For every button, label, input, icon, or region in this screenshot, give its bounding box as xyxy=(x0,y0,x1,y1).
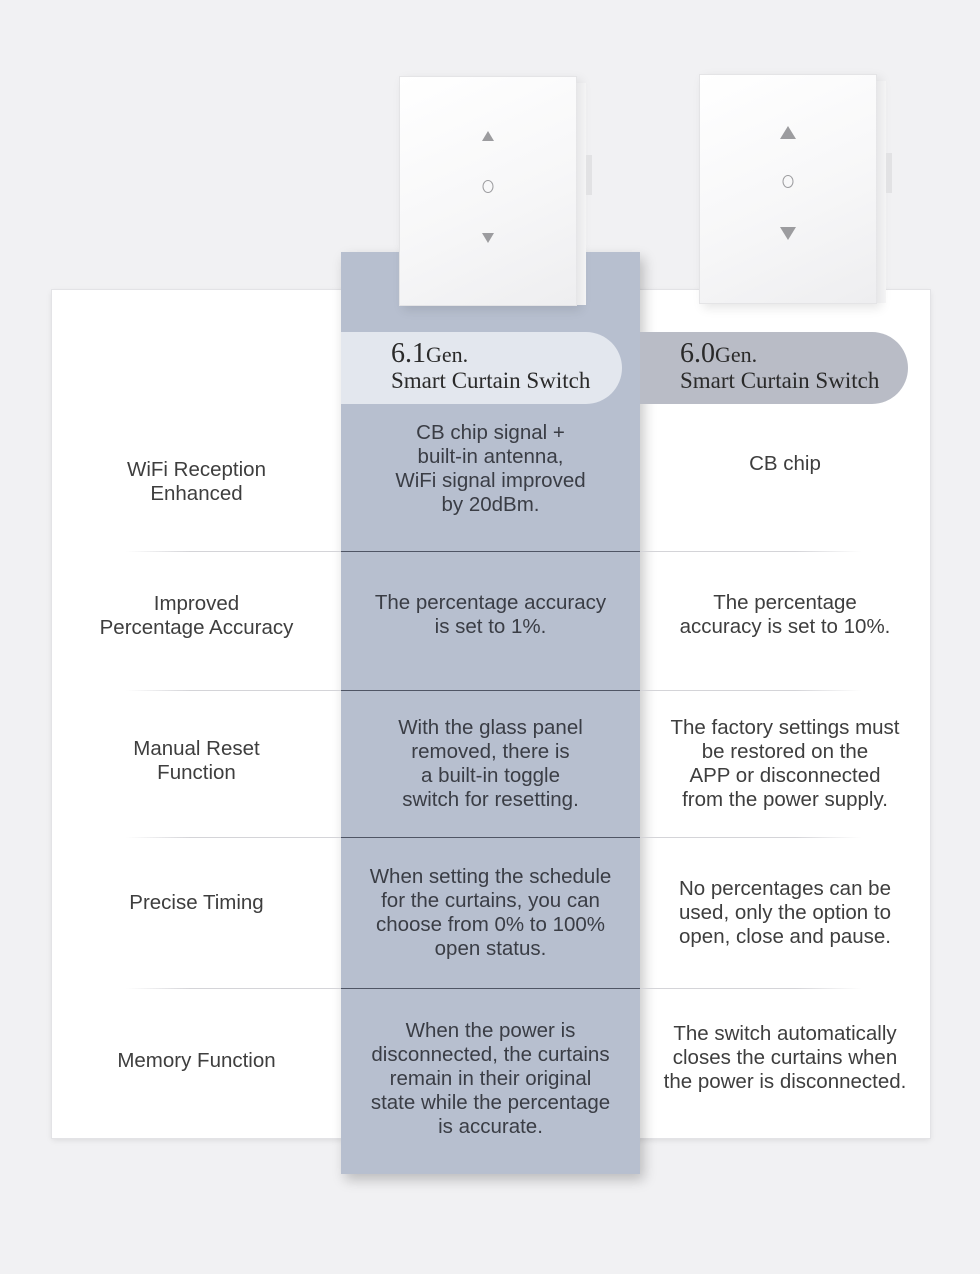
gen-6-1-value: When the power is disconnected, the curtains remain in their original state while the percentage is accurate. xyxy=(370,1019,611,1138)
gen-6-1-value: CB chip signal + built-in antenna, WiFi signal improved by 20dBm. xyxy=(395,421,586,516)
feature-label: Memory Function xyxy=(117,1049,276,1072)
row-manual-reset xyxy=(52,691,930,837)
gen-6-0-value: The percentage accuracy is set to 10%. xyxy=(679,591,891,638)
product-name: Smart Curtain Switch xyxy=(391,368,591,393)
gen-6-1-value: The percentage accuracy is set to 1%. xyxy=(374,591,607,638)
gen-suffix: Gen. xyxy=(715,342,758,367)
feature-label: Manual Reset Function xyxy=(133,737,260,784)
feature-label: Precise Timing xyxy=(129,891,264,914)
gen-number: 6.1 xyxy=(391,338,426,369)
product-name: Smart Curtain Switch xyxy=(680,368,880,393)
gen-suffix: Gen. xyxy=(426,342,469,367)
row-wifi-reception xyxy=(52,412,930,551)
down-arrow-icon xyxy=(780,227,796,240)
down-arrow-icon xyxy=(482,233,494,243)
row-precise-timing xyxy=(52,838,930,988)
gen-6-1-header xyxy=(341,332,622,404)
ring-icon xyxy=(783,175,794,188)
feature-label: WiFi Reception Enhanced xyxy=(127,457,266,505)
switch-6-0-image xyxy=(699,74,877,304)
up-arrow-icon xyxy=(482,131,494,141)
gen-6-0-value: CB chip xyxy=(749,451,821,475)
feature-label: Improved Percentage Accuracy xyxy=(99,592,294,639)
gen-6-0-value: No percentages can be used, only the option to open, close and pause. xyxy=(679,877,891,948)
gen-6-0-header xyxy=(640,332,908,404)
ring-icon xyxy=(483,180,494,193)
gen-6-1-value: With the glass panel removed, there is a built-in toggle switch for resetting. xyxy=(398,716,583,811)
gen-6-0-value: The switch automatically closes the curtains when the power is disconnected. xyxy=(663,1022,907,1093)
row-percentage-accuracy xyxy=(52,552,930,690)
switch-6-1-image xyxy=(399,76,577,306)
gen-6-0-value: The factory settings must be restored on the APP or disconnected from the power supply. xyxy=(670,716,900,811)
up-arrow-icon xyxy=(780,126,796,139)
gen-6-1-value: When setting the schedule for the curtains, you can choose from 0% to 100% open status. xyxy=(369,865,612,960)
gen-number: 6.0 xyxy=(680,338,715,369)
row-memory-function xyxy=(52,989,930,1139)
